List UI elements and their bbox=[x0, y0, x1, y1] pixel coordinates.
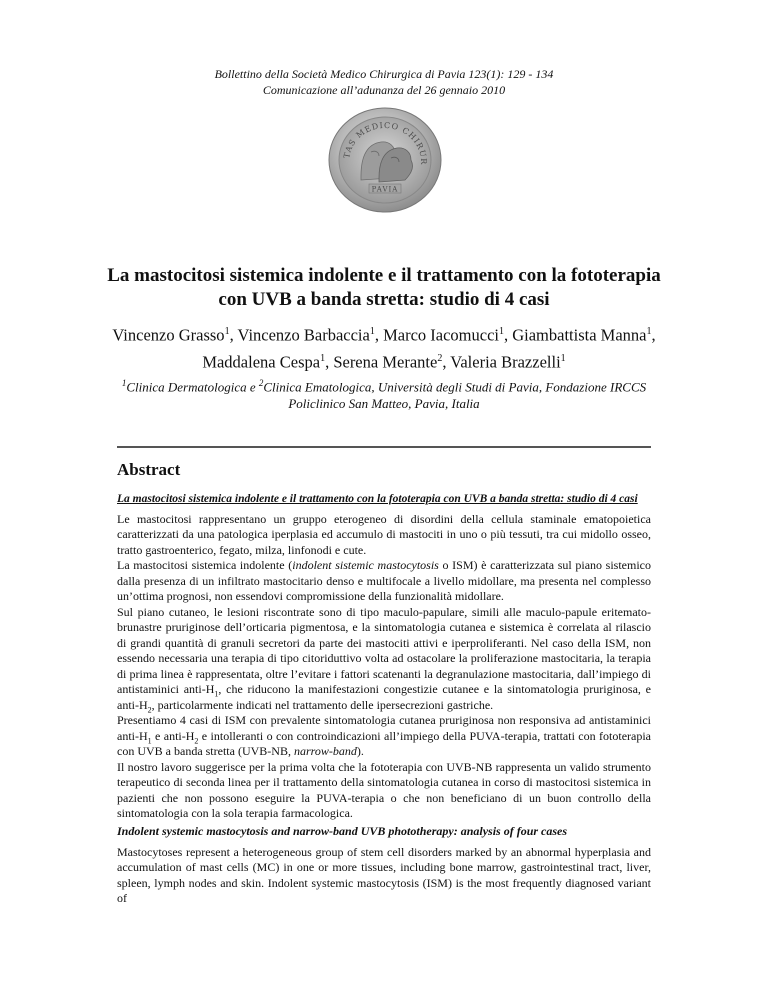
society-seal bbox=[327, 106, 443, 214]
abstract-paragraph: Il nostro lavoro suggerisce per la prima volta che la fototerapia con UVB-NB rappresenta un valido strumento terapeutico di seconda linea per il trattamento della sintomatologia cutanea in corso di mastocitosi sistemica in pazienti che non possono eseguire la PUVA-terapia o che non beneficiano di un buon controllo della sintomatologia con la sola terapia farmacologica. bbox=[117, 759, 651, 820]
abstract-paragraph: Mastocytoses represent a heterogeneous group of stem cell disorders marked by an abnormal hyperplasia and accumulation of mast cells (MC) in one or more tissues, including bone marrow, gastrointestinal tract, liver, spleen, lymph nodes and skin. Indolent systemic mastocytosis (ISM) is the most frequently diagnosed variant of bbox=[117, 844, 651, 905]
author-separator: , bbox=[503, 325, 513, 345]
text-run: e intolleranti o con controindicazioni all’impiego della PUVA-terapia, trattati con fototerapia con UVB a banda stretta (UVB-NB, bbox=[117, 728, 652, 758]
meeting-note: Comunicazione all’adunanza del 26 gennaio 2010 bbox=[262, 83, 506, 97]
affiliation-number: 1 bbox=[121, 378, 127, 388]
abstract-italian-title: La mastocitosi sistemica indolente e il trattamento con la fototerapia con UVB a banda stretta: studio di 4 casi bbox=[117, 493, 638, 505]
author-separator: , bbox=[229, 325, 238, 345]
subscript: 1 bbox=[147, 735, 152, 745]
text-run: e anti-H bbox=[151, 728, 195, 743]
title-line-1: La mastocitosi sistemica indolente e il trattamento con la fototerapia bbox=[107, 265, 661, 286]
text-run: , particolarmente indicati nel trattamento delle ipersecrezioni gastriche. bbox=[151, 697, 494, 712]
abstract-italian bbox=[117, 492, 651, 822]
subscript: 1 bbox=[214, 689, 219, 699]
author-affiliation-mark: 1 bbox=[498, 326, 504, 337]
abstract-heading: Abstract bbox=[117, 460, 181, 479]
text-run: , che riducono la manifestazioni congestizie cutanee e la sintomatologia pruriginosa, e anti-H bbox=[117, 682, 651, 712]
abstract-paragraph bbox=[117, 558, 651, 605]
author-affiliation-mark: 1 bbox=[560, 352, 566, 364]
author-affiliation-mark: 1 bbox=[320, 352, 326, 364]
author-affiliation-mark: 2 bbox=[437, 352, 443, 364]
author-name: Vincenzo Barbaccia bbox=[237, 325, 370, 345]
text-run: ). bbox=[356, 744, 364, 758]
abstract-paragraph: Le mastocitosi rappresentano un gruppo eterogeneo di disordini della cellula staminale ematopoietica caratterizzati da una patologica iperplasia ed accumulo di mastociti in uno o più tessuti, tra cui midollo osseo, tratto gastroenterico, fegato, milza, linfonodi e cute. bbox=[117, 511, 651, 557]
svg-text:PAVIA: PAVIA bbox=[371, 185, 399, 194]
abstract-paragraph bbox=[117, 713, 651, 760]
author-name: Marco Iacomucci bbox=[383, 325, 499, 345]
horizontal-divider bbox=[117, 446, 651, 448]
author-line-1 bbox=[40, 320, 728, 347]
author-separator: , bbox=[442, 352, 451, 371]
paper-title bbox=[60, 264, 708, 312]
author-affiliation-mark: 1 bbox=[646, 326, 652, 337]
author-list bbox=[40, 320, 728, 373]
abstract-paragraph bbox=[117, 605, 651, 714]
svg-text:SOCIETAS MEDICO CHIRURGICA: TAS MEDICO CHIRUR bbox=[342, 120, 429, 166]
author-name: Giambattista Manna bbox=[512, 325, 647, 345]
title-line-2: con UVB a banda stretta: studio di 4 casi bbox=[218, 289, 550, 310]
affiliation-line-1 bbox=[40, 375, 728, 395]
abstract-english bbox=[117, 824, 651, 907]
author-affiliation-mark: 1 bbox=[369, 326, 375, 337]
author-name: Vincenzo Grasso bbox=[112, 325, 225, 345]
author-name: Serena Merante bbox=[333, 352, 438, 371]
author-separator: , bbox=[325, 352, 334, 371]
author-separator: , bbox=[651, 325, 656, 345]
text-run: La mastocitosi sistemica indolente ( bbox=[117, 558, 293, 572]
affiliation-number: 2 bbox=[258, 378, 264, 388]
affiliation-text: Clinica Ematologica, Università degli Studi di Pavia, Fondazione IRCCS bbox=[263, 379, 647, 395]
text-run: Sul piano cutaneo, le lesioni riscontrate sono di tipo maculo-papulare, simili alle maculo-papule eritemato-brunastre pruriginose dell’orticaria pigmentosa, e la sintomatologia cutanea e sistemica è correlata al rilascio di grandi quantità di granuli secretori da parte dei mastociti attivi e iperproliferanti. Nel caso della ISM, non essendo necessaria una terapia di tipo citoriduttivo volta ad ostacolare la proliferazione mastocitaria, la terapia di prima linea è rappresentata, oltre l’evitare i fattori scatenanti la degranulazione mastocitaria, dall’impiego di antistaminici anti-H bbox=[117, 604, 651, 696]
journal-header bbox=[0, 66, 768, 98]
author-separator: , bbox=[374, 325, 384, 345]
affiliation-line-2: Policlinico San Matteo, Pavia, Italia bbox=[288, 396, 480, 412]
affiliation-text: Clinica Dermatologica e bbox=[126, 379, 259, 395]
affiliations bbox=[40, 375, 728, 412]
author-name: Valeria Brazzelli bbox=[450, 352, 561, 371]
subscript: 2 bbox=[194, 735, 199, 745]
author-affiliation-mark: 1 bbox=[224, 326, 230, 337]
emphasis-text: narrow-band bbox=[293, 744, 357, 758]
subscript: 2 bbox=[147, 704, 152, 714]
abstract-english-title: Indolent systemic mastocytosis and narrow-band UVB phototherapy: analysis of four cases bbox=[117, 824, 568, 838]
seal-icon bbox=[327, 106, 443, 214]
text-run: Presentiamo 4 casi di ISM con prevalente sintomatologia cutanea pruriginosa non responsiva ad antistaminici anti-H bbox=[117, 713, 651, 743]
text-run: o ISM) è caratterizzata sul piano sistemico dalla presenza di un infiltrato mastocitario denso e multifocale a livello midollare, ma presenta nel complesso un’ottima prognosi, non essendovi compromissione della funzionalità midollare. bbox=[117, 558, 652, 603]
author-name: Maddalena Cespa bbox=[202, 352, 321, 371]
journal-citation: Bollettino della Società Medico Chirurgica di Pavia 123(1): 129 - 134 bbox=[214, 67, 554, 81]
emphasis-text: indolent sistemic mastocytosis bbox=[292, 558, 439, 572]
author-line-2 bbox=[40, 347, 728, 374]
